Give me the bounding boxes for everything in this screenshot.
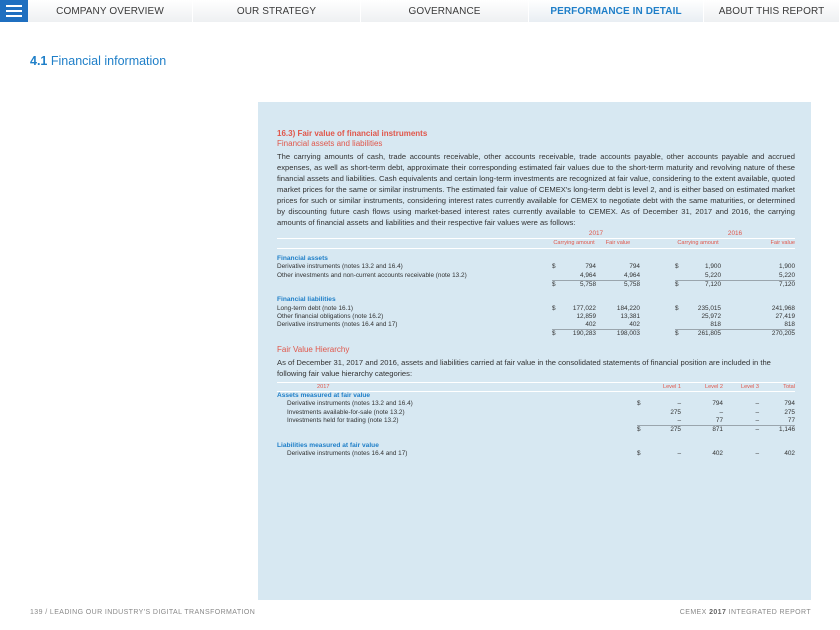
tab-governance[interactable]: GOVERNANCE [361,0,529,22]
column-header: Level 1 [637,382,681,391]
column-header-row [277,382,795,391]
currency [552,313,560,321]
group-label: Financial liabilities [277,296,336,304]
currency [637,417,647,426]
column-header-row [277,239,795,248]
hamburger-menu-icon[interactable] [0,0,28,22]
note-paragraph: The carrying amounts of cash, trade accounts receivable, other accounts receivable, trade accounts payable, other accounts payable and accrued expenses, as well as short-term debt, approximate their corresponding estimated fair values due to the short-term maturity and revolving nature of these financial assets and liabilities. Cash equivalents and certain long-term investments are recognized at fair value, considering to the extent available, quoted market prices for the same or similar instruments. The estimated fair value of CEMEX's long-term debt is level 2, and is either based on estimated market prices for such or similar instruments, considering interest rates currently available for CEMEX to negotiate debt with the same maturities, or determined by discounting future cash flows using market-based interest rates currently available to CEMEX. As of December 31, 2017 and 2016, the carrying amounts of financial assets and liabilities and their respective fair values were as follows: [277,152,795,227]
currency [675,272,683,281]
note-heading: 16.3) Fair value of financial instruments [277,129,428,138]
group-label: Assets measured at fair value [277,392,371,400]
section-title-text: Financial information [50,54,167,68]
column-header: Fair value [596,239,640,248]
year-header-row [277,230,795,239]
cell: – [755,408,759,416]
cell: 402 [784,449,795,457]
cell: 794 [629,263,640,271]
column-header: Level 3 [723,382,759,391]
table-row [277,313,795,321]
tab-performance-in-detail[interactable]: PERFORMANCE IN DETAIL [529,0,704,22]
note-content [277,129,795,458]
row-label: Derivative instruments (notes 13.2 and 16.4) [287,400,413,408]
row-label: Derivative instruments (notes 13.2 and 16.4) [277,263,403,271]
top-navigation [0,0,840,22]
total-row [277,280,795,289]
currency [637,409,647,417]
table-row [277,305,795,313]
currency: $ [637,400,641,408]
section-number: 4.1 [30,54,48,68]
cell: 4,964 [580,271,596,279]
column-header: Fair value [721,239,795,248]
year-header: 2016 [727,230,743,237]
footer-page-label: 139 / LEADING OUR INDUSTRY'S DIGITAL TRANSFORMATION [30,609,256,616]
cell: 7,120 [721,280,795,289]
footer-brand: CEMEX [679,609,707,616]
cell: 5,220 [705,271,721,279]
cell: 275 [784,408,795,416]
cell: 177,022 [572,304,596,312]
section-title [30,54,166,68]
total-row [277,426,795,435]
cell: 7,120 [683,280,721,289]
currency [675,313,683,321]
row-label: Investments available-for-sale (note 13.2) [287,408,405,416]
cell: 5,758 [560,280,596,289]
cell: 275 [647,426,681,435]
column-header: Carrying amount [675,239,721,248]
currency: $ [637,426,647,435]
cell: – [723,426,759,435]
cell: 402 [629,321,640,329]
tab-company-overview[interactable]: COMPANY OVERVIEW [28,0,193,22]
table-row [277,409,795,417]
cell: 5,220 [779,271,795,279]
cell: 794 [712,400,723,408]
cell: 190,283 [560,330,596,339]
cell: 198,003 [596,330,640,339]
table-row [277,450,795,458]
content-panel [258,102,811,600]
cell: 77 [787,416,795,424]
fair-value-table [277,230,795,339]
cell: 275 [670,408,681,416]
note-subheading: Financial assets and liabilities [277,139,383,148]
group-label: Financial assets [277,255,328,263]
cell: 1,146 [759,426,795,435]
cell: 1,900 [705,263,721,271]
cell: 241,968 [771,304,795,312]
table-row [277,321,795,330]
cell: 13,381 [620,312,640,320]
cell: 818 [710,321,721,329]
cell: 4,964 [624,271,640,279]
cell: 77 [715,416,723,424]
cell: – [677,449,681,457]
currency: $ [675,304,679,312]
fair-value-hierarchy-table [277,382,795,458]
table-row [277,400,795,408]
year-header: 2017 [277,382,637,391]
row-label: Long-term debt (note 16.1) [277,304,354,312]
currency: $ [637,449,641,457]
cell: 25,972 [701,312,721,320]
cell: 27,419 [775,312,795,320]
cell: 12,859 [576,312,596,320]
column-header: Level 2 [681,382,723,391]
row-label: Derivative instruments (notes 16.4 and 17) [287,449,408,457]
table-row [277,417,795,426]
cell: – [677,416,681,424]
cell: 235,015 [697,304,721,312]
tab-our-strategy[interactable]: OUR STRATEGY [193,0,361,22]
currency: $ [552,263,556,271]
cell: 794 [784,400,795,408]
cell: 402 [712,449,723,457]
footer-year: 2017 [709,609,727,616]
hierarchy-title: Fair Value Hierarchy [277,344,350,354]
row-label: Other financial obligations (note 16.2) [277,312,384,320]
currency [675,321,683,330]
currency: $ [552,330,560,339]
year-header: 2017 [588,230,604,237]
cell: 270,205 [721,330,795,339]
currency [552,321,560,330]
row-label: Derivative instruments (notes 16.4 and 17) [277,321,398,329]
column-header: Carrying amount [553,240,595,247]
total-row [277,330,795,339]
currency [552,272,560,281]
table-row [277,272,795,281]
table-row [277,263,795,271]
hierarchy-paragraph: As of December 31, 2017 and 2016, assets and liabilities carried at fair value in the consolidated statements of financial position are included in the following fair value hierarchy categories: [277,357,771,378]
cell: – [755,416,759,424]
row-label: Investments held for trading (note 13.2) [287,417,399,425]
tab-about-this-report[interactable]: ABOUT THIS REPORT [704,0,840,22]
currency: $ [552,280,560,289]
cell: – [755,449,759,457]
row-label: Other investments and non-current accounts receivable (note 13.2) [277,271,467,279]
cell: 1,900 [779,263,795,271]
currency: $ [675,263,679,271]
cell: 184,220 [616,304,640,312]
cell: 871 [681,426,723,435]
cell: – [755,400,759,408]
footer-report-title [680,609,811,616]
currency: $ [552,304,556,312]
cell: 818 [784,321,795,329]
currency: $ [675,280,683,289]
cell: – [719,408,723,416]
cell: 261,805 [683,330,721,339]
cell: 5,758 [596,280,640,289]
cell: 402 [585,321,596,329]
group-label: Liabilities measured at fair value [277,441,379,449]
cell: 794 [585,263,596,271]
currency: $ [675,330,683,339]
cell: – [677,400,681,408]
column-header: Total [759,382,795,391]
footer-report-text: INTEGRATED REPORT [728,609,811,616]
